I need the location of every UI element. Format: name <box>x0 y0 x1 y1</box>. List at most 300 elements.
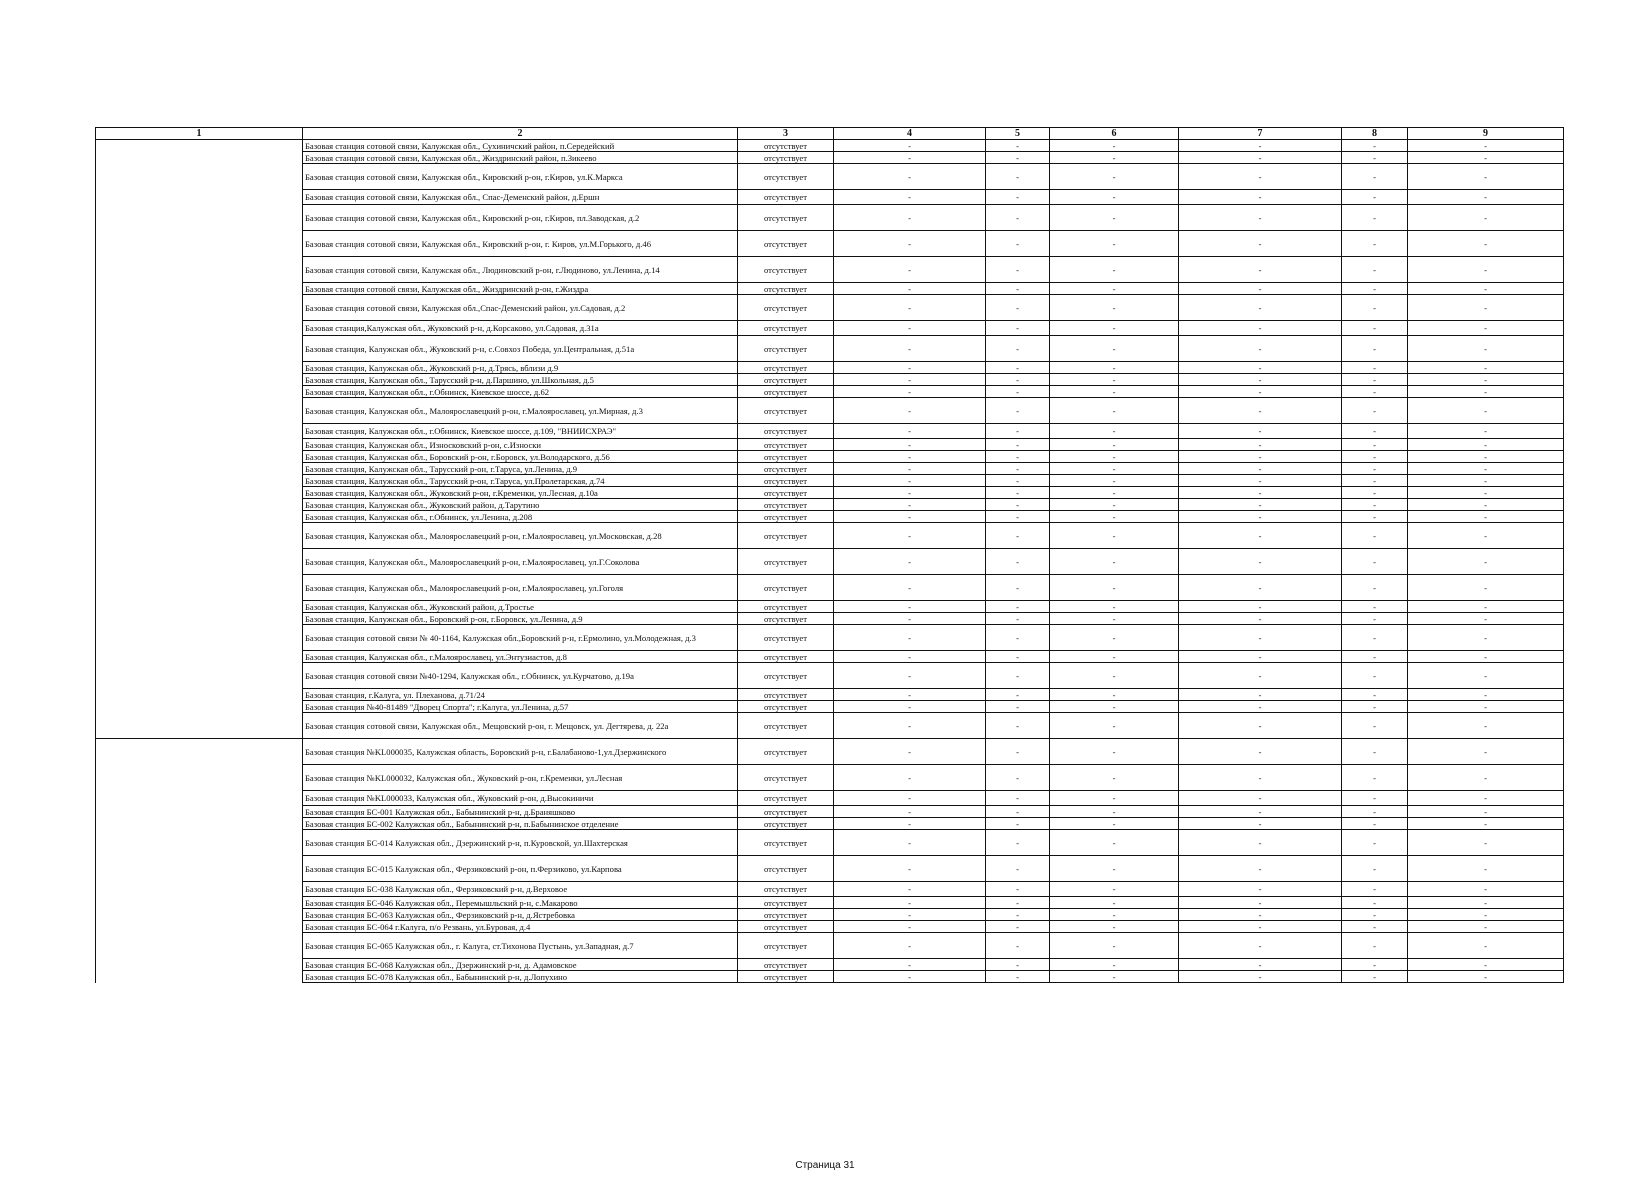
value-cell-col9: - <box>1408 205 1564 231</box>
value-cell-col6: - <box>1050 190 1179 205</box>
station-address-cell: Базовая станция, Калужская обл., Тарусский р-н, д.Паршино, ул.Школьная, д.5 <box>303 374 738 386</box>
status-cell: отсутствует <box>738 164 834 190</box>
value-cell-col9: - <box>1408 765 1564 791</box>
group-cell <box>96 362 303 374</box>
table-row <box>96 830 1564 856</box>
value-cell-col8: - <box>1342 374 1408 386</box>
value-cell-col7: - <box>1179 283 1342 295</box>
value-cell-col8: - <box>1342 921 1408 933</box>
value-cell-col6: - <box>1050 205 1179 231</box>
value-cell-col9: - <box>1408 921 1564 933</box>
group-cell <box>96 549 303 575</box>
value-cell-col9: - <box>1408 164 1564 190</box>
value-cell-col8: - <box>1342 739 1408 765</box>
value-cell-col6: - <box>1050 921 1179 933</box>
value-cell-col9: - <box>1408 909 1564 921</box>
status-cell: отсутствует <box>738 283 834 295</box>
table-row <box>96 398 1564 424</box>
value-cell-col6: - <box>1050 765 1179 791</box>
status-cell: отсутствует <box>738 882 834 897</box>
status-cell: отсутствует <box>738 295 834 321</box>
station-address-cell: Базовая станция, Калужская обл., Тарусский р-он, г.Таруса, ул.Ленина, д.9 <box>303 463 738 475</box>
status-cell: отсутствует <box>738 791 834 806</box>
value-cell-col4: - <box>834 897 986 909</box>
value-cell-col4: - <box>834 625 986 651</box>
value-cell-col6: - <box>1050 374 1179 386</box>
value-cell-col9: - <box>1408 971 1564 983</box>
station-address-cell: Базовая станция БС-046 Калужская обл., Перемышльский р-н, с.Макарово <box>303 897 738 909</box>
value-cell-col6: - <box>1050 701 1179 713</box>
value-cell-col5: - <box>986 398 1050 424</box>
value-cell-col9: - <box>1408 663 1564 689</box>
value-cell-col5: - <box>986 439 1050 451</box>
table-row <box>96 295 1564 321</box>
value-cell-col7: - <box>1179 791 1342 806</box>
status-cell: отсутствует <box>738 575 834 601</box>
value-cell-col7: - <box>1179 511 1342 523</box>
value-cell-col6: - <box>1050 909 1179 921</box>
value-cell-col9: - <box>1408 575 1564 601</box>
value-cell-col6: - <box>1050 475 1179 487</box>
value-cell-col9: - <box>1408 818 1564 830</box>
value-cell-col5: - <box>986 713 1050 739</box>
value-cell-col6: - <box>1050 424 1179 439</box>
value-cell-col5: - <box>986 362 1050 374</box>
value-cell-col4: - <box>834 140 986 152</box>
value-cell-col8: - <box>1342 439 1408 451</box>
value-cell-col4: - <box>834 689 986 701</box>
table-row <box>96 205 1564 231</box>
value-cell-col8: - <box>1342 362 1408 374</box>
value-cell-col8: - <box>1342 882 1408 897</box>
value-cell-col9: - <box>1408 152 1564 164</box>
table-row <box>96 152 1564 164</box>
value-cell-col4: - <box>834 701 986 713</box>
value-cell-col7: - <box>1179 806 1342 818</box>
value-cell-col4: - <box>834 523 986 549</box>
value-cell-col8: - <box>1342 511 1408 523</box>
value-cell-col6: - <box>1050 362 1179 374</box>
station-address-cell: Базовая станция сотовой связи, Калужская обл., Кировский р-он, г. Киров, ул.М.Горького, д.46 <box>303 231 738 257</box>
value-cell-col9: - <box>1408 549 1564 575</box>
value-cell-col9: - <box>1408 511 1564 523</box>
value-cell-col6: - <box>1050 651 1179 663</box>
group-cell <box>96 336 303 362</box>
value-cell-col9: - <box>1408 257 1564 283</box>
value-cell-col8: - <box>1342 959 1408 971</box>
group-cell <box>96 959 303 971</box>
status-cell: отсутствует <box>738 499 834 511</box>
value-cell-col6: - <box>1050 806 1179 818</box>
value-cell-col5: - <box>986 190 1050 205</box>
value-cell-col5: - <box>986 806 1050 818</box>
value-cell-col7: - <box>1179 765 1342 791</box>
status-cell: отсутствует <box>738 336 834 362</box>
value-cell-col7: - <box>1179 523 1342 549</box>
value-cell-col7: - <box>1179 701 1342 713</box>
value-cell-col5: - <box>986 882 1050 897</box>
value-cell-col7: - <box>1179 921 1342 933</box>
value-cell-col9: - <box>1408 374 1564 386</box>
group-cell <box>96 897 303 909</box>
col-header-2: 2 <box>303 128 738 140</box>
value-cell-col6: - <box>1050 398 1179 424</box>
value-cell-col8: - <box>1342 164 1408 190</box>
value-cell-col4: - <box>834 231 986 257</box>
table-row <box>96 321 1564 336</box>
col-header-3: 3 <box>738 128 834 140</box>
station-address-cell: Базовая станция, Калужская обл., г.Обнинск, Киевское шоссе, д.109, "ВНИИСХРАЭ" <box>303 424 738 439</box>
value-cell-col4: - <box>834 164 986 190</box>
station-address-cell: Базовая станция, Калужская обл., Жуковский район, д.Тарутино <box>303 499 738 511</box>
value-cell-col7: - <box>1179 487 1342 499</box>
value-cell-col4: - <box>834 549 986 575</box>
value-cell-col8: - <box>1342 575 1408 601</box>
value-cell-col8: - <box>1342 651 1408 663</box>
value-cell-col5: - <box>986 897 1050 909</box>
page-number: Страница 31 <box>795 1160 855 1171</box>
value-cell-col4: - <box>834 487 986 499</box>
col-header-1: 1 <box>96 128 303 140</box>
col-header-6: 6 <box>1050 128 1179 140</box>
status-cell: отсутствует <box>738 523 834 549</box>
value-cell-col8: - <box>1342 818 1408 830</box>
group-cell <box>96 651 303 663</box>
station-address-cell: Базовая станция БС-015 Калужская обл., Ферзиковский р-он, п.Ферзиково, ул.Карпова <box>303 856 738 882</box>
value-cell-col5: - <box>986 257 1050 283</box>
value-cell-col7: - <box>1179 959 1342 971</box>
station-address-cell: Базовая станция сотовой связи №40-1294, Калужская обл., г.Обнинск, ул.Курчатово, д.19а <box>303 663 738 689</box>
col-header-9: 9 <box>1408 128 1564 140</box>
status-cell: отсутствует <box>738 152 834 164</box>
value-cell-col9: - <box>1408 463 1564 475</box>
col-header-5: 5 <box>986 128 1050 140</box>
value-cell-col5: - <box>986 487 1050 499</box>
value-cell-col7: - <box>1179 336 1342 362</box>
group-cell <box>96 909 303 921</box>
table-row <box>96 439 1564 451</box>
value-cell-col7: - <box>1179 713 1342 739</box>
group-cell <box>96 499 303 511</box>
station-address-cell: Базовая станция, Калужская обл., Жуковский р-он, г.Кременки, ул.Лесная, д.10а <box>303 487 738 499</box>
table-row <box>96 959 1564 971</box>
value-cell-col4: - <box>834 152 986 164</box>
value-cell-col9: - <box>1408 190 1564 205</box>
table-row <box>96 362 1564 374</box>
group-cell <box>96 613 303 625</box>
value-cell-col7: - <box>1179 190 1342 205</box>
group-cell <box>96 689 303 701</box>
value-cell-col4: - <box>834 295 986 321</box>
group-cell <box>96 487 303 499</box>
value-cell-col5: - <box>986 164 1050 190</box>
status-cell: отсутствует <box>738 818 834 830</box>
status-cell: отсутствует <box>738 398 834 424</box>
group-cell <box>96 511 303 523</box>
value-cell-col6: - <box>1050 663 1179 689</box>
station-address-cell: Базовая станция сотовой связи, Калужская обл., Людиновский р-он, г.Людиново, ул.Ленина, д.14 <box>303 257 738 283</box>
value-cell-col8: - <box>1342 625 1408 651</box>
value-cell-col8: - <box>1342 231 1408 257</box>
status-cell: отсутствует <box>738 933 834 959</box>
value-cell-col4: - <box>834 909 986 921</box>
value-cell-col6: - <box>1050 575 1179 601</box>
value-cell-col6: - <box>1050 511 1179 523</box>
status-cell: отсутствует <box>738 651 834 663</box>
value-cell-col9: - <box>1408 897 1564 909</box>
value-cell-col5: - <box>986 613 1050 625</box>
group-cell <box>96 921 303 933</box>
value-cell-col6: - <box>1050 601 1179 613</box>
value-cell-col9: - <box>1408 451 1564 463</box>
station-address-cell: Базовая станция №KL000032, Калужская обл., Жуковский р-он, г.Кременки, ул.Лесная <box>303 765 738 791</box>
value-cell-col9: - <box>1408 791 1564 806</box>
value-cell-col4: - <box>834 959 986 971</box>
value-cell-col5: - <box>986 386 1050 398</box>
table-body <box>96 140 1564 983</box>
value-cell-col8: - <box>1342 487 1408 499</box>
value-cell-col4: - <box>834 830 986 856</box>
value-cell-col5: - <box>986 689 1050 701</box>
group-cell <box>96 713 303 739</box>
value-cell-col4: - <box>834 475 986 487</box>
station-address-cell: Базовая станция, Калужская обл., Малоярославецкий р-он, г.Малоярославец, ул.Г.Соколова <box>303 549 738 575</box>
group-cell <box>96 882 303 897</box>
station-address-cell: Базовая станция, Калужская обл., Тарусский р-он, г.Таруса, ул.Пролетарская, д.74 <box>303 475 738 487</box>
value-cell-col6: - <box>1050 933 1179 959</box>
value-cell-col7: - <box>1179 205 1342 231</box>
value-cell-col6: - <box>1050 231 1179 257</box>
value-cell-col6: - <box>1050 336 1179 362</box>
value-cell-col8: - <box>1342 689 1408 701</box>
value-cell-col5: - <box>986 152 1050 164</box>
value-cell-col8: - <box>1342 601 1408 613</box>
table-row <box>96 651 1564 663</box>
value-cell-col9: - <box>1408 386 1564 398</box>
value-cell-col6: - <box>1050 295 1179 321</box>
value-cell-col7: - <box>1179 909 1342 921</box>
group-cell <box>96 971 303 983</box>
table-row <box>96 933 1564 959</box>
station-address-cell: Базовая станция, Калужская обл., Износковский р-он, с.Износки <box>303 439 738 451</box>
status-cell: отсутствует <box>738 386 834 398</box>
value-cell-col4: - <box>834 451 986 463</box>
value-cell-col9: - <box>1408 713 1564 739</box>
value-cell-col8: - <box>1342 909 1408 921</box>
value-cell-col4: - <box>834 463 986 475</box>
value-cell-col8: - <box>1342 933 1408 959</box>
table-row <box>96 575 1564 601</box>
table-row <box>96 765 1564 791</box>
value-cell-col5: - <box>986 909 1050 921</box>
table-row <box>96 487 1564 499</box>
table-row <box>96 818 1564 830</box>
value-cell-col5: - <box>986 933 1050 959</box>
value-cell-col8: - <box>1342 463 1408 475</box>
group-cell <box>96 806 303 818</box>
table-row <box>96 499 1564 511</box>
value-cell-col7: - <box>1179 374 1342 386</box>
value-cell-col4: - <box>834 398 986 424</box>
group-cell <box>96 463 303 475</box>
value-cell-col5: - <box>986 575 1050 601</box>
value-cell-col6: - <box>1050 959 1179 971</box>
value-cell-col7: - <box>1179 398 1342 424</box>
value-cell-col7: - <box>1179 386 1342 398</box>
value-cell-col8: - <box>1342 152 1408 164</box>
value-cell-col4: - <box>834 882 986 897</box>
value-cell-col6: - <box>1050 463 1179 475</box>
value-cell-col6: - <box>1050 897 1179 909</box>
value-cell-col5: - <box>986 140 1050 152</box>
group-cell <box>96 205 303 231</box>
value-cell-col5: - <box>986 739 1050 765</box>
group-cell <box>96 791 303 806</box>
value-cell-col4: - <box>834 765 986 791</box>
station-address-cell: Базовая станция сотовой связи, Калужская обл., Кировский р-он, г.Киров, ул.К.Маркса <box>303 164 738 190</box>
status-cell: отсутствует <box>738 374 834 386</box>
station-address-cell: Базовая станция сотовой связи, Калужская обл., Мещовский р-он, г. Мещовск, ул. Дегтярева, д. 22а <box>303 713 738 739</box>
group-cell <box>96 663 303 689</box>
status-cell: отсутствует <box>738 424 834 439</box>
station-address-cell: Базовая станция №KL000033, Калужская обл., Жуковский р-он, д.Высокиничи <box>303 791 738 806</box>
station-address-cell: Базовая станция №40-81489 "Дворец Спорта"; г.Калуга, ул.Ленина, д.57 <box>303 701 738 713</box>
status-cell: отсутствует <box>738 739 834 765</box>
value-cell-col7: - <box>1179 451 1342 463</box>
table-row <box>96 140 1564 152</box>
station-address-cell: Базовая станция БС-065 Калужская обл., г. Калуга, ст.Тихонова Пустынь, ул.Западная, д.7 <box>303 933 738 959</box>
table-row <box>96 164 1564 190</box>
value-cell-col4: - <box>834 613 986 625</box>
value-cell-col6: - <box>1050 818 1179 830</box>
value-cell-col7: - <box>1179 971 1342 983</box>
value-cell-col9: - <box>1408 439 1564 451</box>
value-cell-col8: - <box>1342 140 1408 152</box>
table-row <box>96 713 1564 739</box>
group-cell <box>96 140 303 152</box>
station-address-cell: Базовая станция, г.Калуга, ул. Плеханова, д.71/24 <box>303 689 738 701</box>
value-cell-col8: - <box>1342 856 1408 882</box>
value-cell-col6: - <box>1050 856 1179 882</box>
group-cell <box>96 283 303 295</box>
table-row <box>96 511 1564 523</box>
value-cell-col7: - <box>1179 231 1342 257</box>
value-cell-col5: - <box>986 791 1050 806</box>
status-cell: отсутствует <box>738 321 834 336</box>
value-cell-col4: - <box>834 651 986 663</box>
value-cell-col5: - <box>986 601 1050 613</box>
value-cell-col5: - <box>986 321 1050 336</box>
value-cell-col9: - <box>1408 487 1564 499</box>
station-address-cell: Базовая станция БС-078 Калужская обл., Бабынинский р-н, д.Лопухино <box>303 971 738 983</box>
table-row <box>96 739 1564 765</box>
status-cell: отсутствует <box>738 701 834 713</box>
table-row <box>96 806 1564 818</box>
value-cell-col9: - <box>1408 882 1564 897</box>
value-cell-col4: - <box>834 739 986 765</box>
station-address-cell: Базовая станция сотовой связи, Калужская обл., Кировский р-он, г.Киров, пл.Заводская, д.2 <box>303 205 738 231</box>
status-cell: отсутствует <box>738 475 834 487</box>
table-row <box>96 549 1564 575</box>
value-cell-col4: - <box>834 499 986 511</box>
value-cell-col6: - <box>1050 830 1179 856</box>
value-cell-col9: - <box>1408 424 1564 439</box>
status-cell: отсутствует <box>738 830 834 856</box>
group-cell <box>96 164 303 190</box>
value-cell-col4: - <box>834 791 986 806</box>
col-header-4: 4 <box>834 128 986 140</box>
value-cell-col8: - <box>1342 190 1408 205</box>
value-cell-col4: - <box>834 806 986 818</box>
value-cell-col8: - <box>1342 613 1408 625</box>
station-address-cell: Базовая станция БС-064 г.Калуга, п/о Резвань, ул.Буровая, д.4 <box>303 921 738 933</box>
table-row <box>96 283 1564 295</box>
status-cell: отсутствует <box>738 231 834 257</box>
value-cell-col9: - <box>1408 856 1564 882</box>
value-cell-col8: - <box>1342 398 1408 424</box>
table-row <box>96 909 1564 921</box>
status-cell: отсутствует <box>738 971 834 983</box>
value-cell-col9: - <box>1408 523 1564 549</box>
value-cell-col8: - <box>1342 549 1408 575</box>
value-cell-col7: - <box>1179 463 1342 475</box>
group-cell <box>96 575 303 601</box>
header-row <box>96 128 1564 140</box>
value-cell-col7: - <box>1179 739 1342 765</box>
table-row <box>96 791 1564 806</box>
value-cell-col7: - <box>1179 651 1342 663</box>
table-row <box>96 475 1564 487</box>
value-cell-col6: - <box>1050 257 1179 283</box>
value-cell-col7: - <box>1179 499 1342 511</box>
status-cell: отсутствует <box>738 487 834 499</box>
value-cell-col8: - <box>1342 321 1408 336</box>
value-cell-col5: - <box>986 765 1050 791</box>
status-cell: отсутствует <box>738 909 834 921</box>
group-cell <box>96 933 303 959</box>
value-cell-col7: - <box>1179 152 1342 164</box>
value-cell-col4: - <box>834 205 986 231</box>
value-cell-col5: - <box>986 424 1050 439</box>
station-address-cell: Базовая станция, Калужская обл., Малоярославецкий р-он, г.Малоярославец, ул.Московская, д.28 <box>303 523 738 549</box>
value-cell-col7: - <box>1179 856 1342 882</box>
table-row <box>96 523 1564 549</box>
group-cell <box>96 739 303 765</box>
value-cell-col8: - <box>1342 336 1408 362</box>
value-cell-col5: - <box>986 499 1050 511</box>
value-cell-col4: - <box>834 856 986 882</box>
value-cell-col6: - <box>1050 439 1179 451</box>
value-cell-col9: - <box>1408 362 1564 374</box>
value-cell-col6: - <box>1050 499 1179 511</box>
value-cell-col8: - <box>1342 283 1408 295</box>
value-cell-col4: - <box>834 321 986 336</box>
value-cell-col4: - <box>834 663 986 689</box>
value-cell-col4: - <box>834 424 986 439</box>
table-row <box>96 625 1564 651</box>
table-row <box>96 374 1564 386</box>
value-cell-col9: - <box>1408 283 1564 295</box>
value-cell-col6: - <box>1050 713 1179 739</box>
table-row <box>96 897 1564 909</box>
value-cell-col5: - <box>986 818 1050 830</box>
value-cell-col7: - <box>1179 882 1342 897</box>
station-address-cell: Базовая станция,Калужская обл., Жуковский р-н, д.Корсаково, ул.Садовая, д.31а <box>303 321 738 336</box>
group-cell <box>96 439 303 451</box>
value-cell-col7: - <box>1179 362 1342 374</box>
station-address-cell: Базовая станция БС-068 Калужская обл., Дзержинский р-н, д. Адамовское <box>303 959 738 971</box>
value-cell-col6: - <box>1050 164 1179 190</box>
